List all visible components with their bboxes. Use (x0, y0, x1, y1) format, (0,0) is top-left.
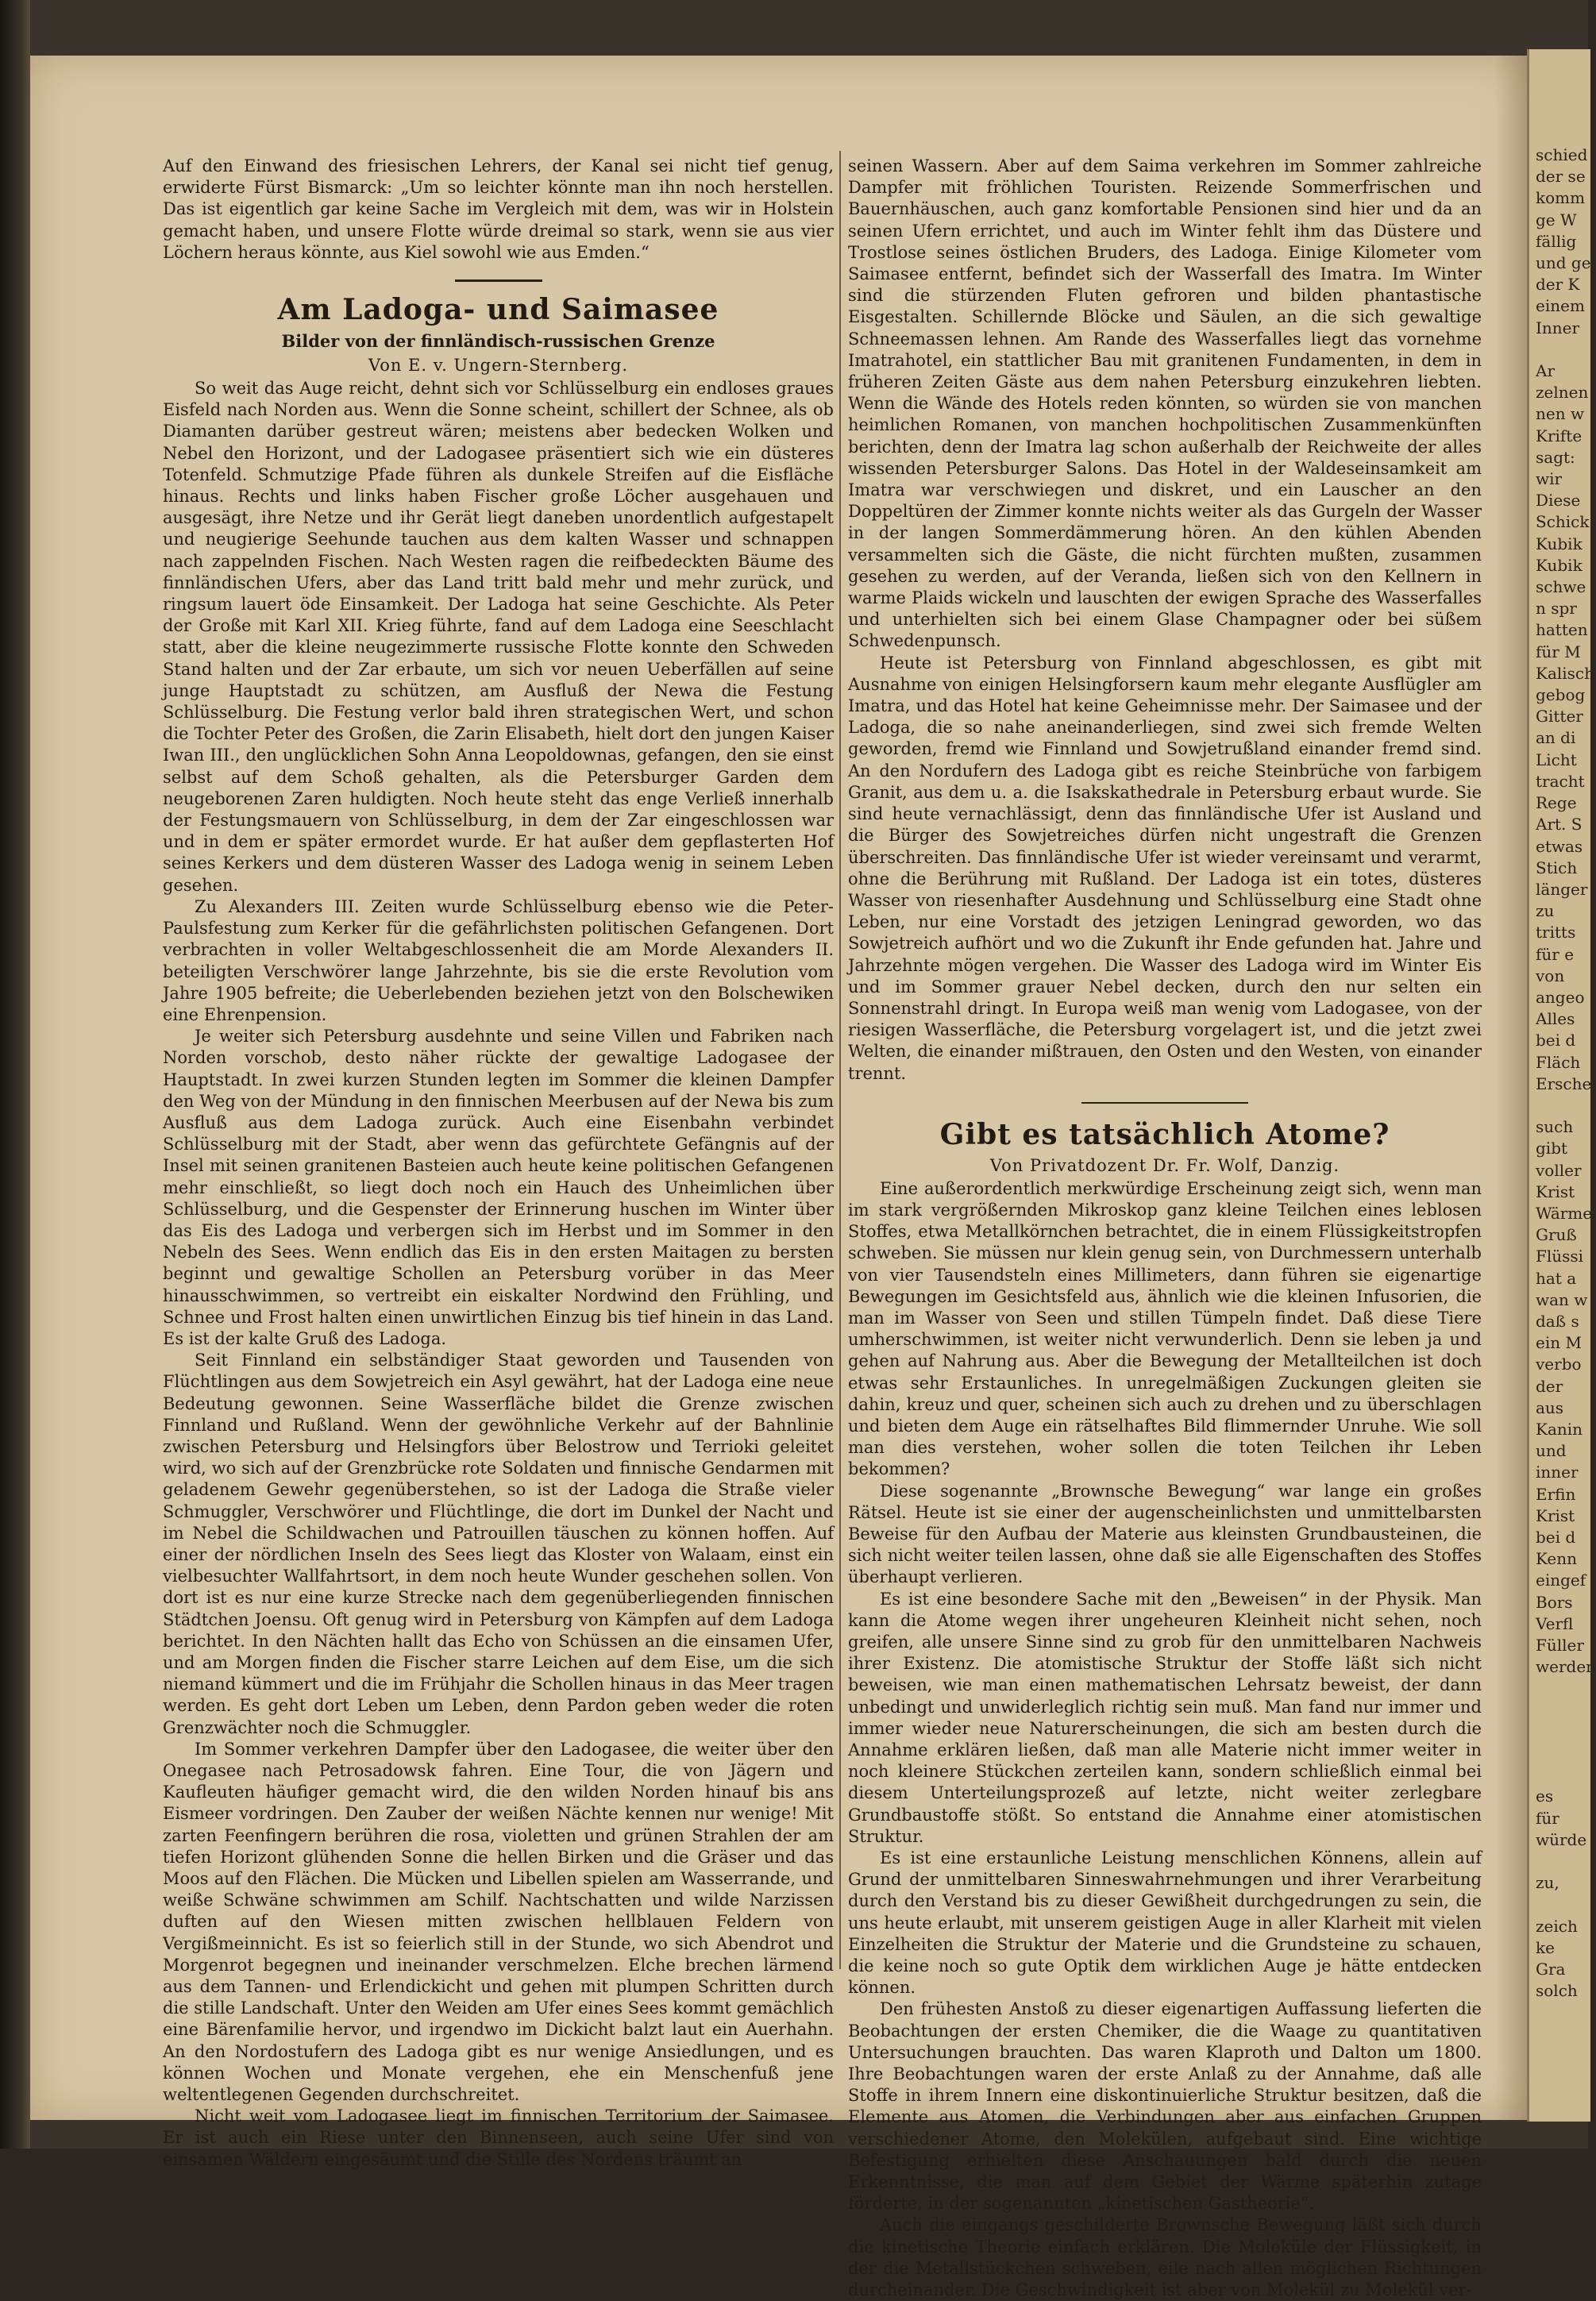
adjacent-page-fragment: zu (1536, 901, 1555, 921)
adjacent-page-fragment: Kubik (1536, 555, 1583, 575)
adjacent-page-fragment: einem (1536, 296, 1585, 316)
right-column (848, 156, 1482, 2301)
adjacent-page-fragment: wir (1536, 469, 1563, 489)
adjacent-page-fragment: Gitter (1536, 707, 1583, 727)
adjacent-page-fragment: daß s (1536, 1311, 1579, 1331)
adjacent-page-fragment: etwas (1536, 836, 1583, 856)
adjacent-page-fragment (1536, 1894, 1590, 1915)
adjacent-page-fragment: zeich (1536, 1916, 1578, 1936)
adjacent-page-fragment (1536, 1678, 1590, 1699)
adjacent-page-fragment: komm (1536, 188, 1586, 208)
adjacent-page-fragment: solch (1536, 1981, 1578, 2001)
adjacent-page-fragment: Stich (1536, 858, 1578, 877)
adjacent-page-fragment (1536, 1743, 1590, 1764)
article-title: Gibt es tatsächlich Atome? (939, 1117, 1390, 1151)
adjacent-page-fragment (1536, 1764, 1590, 1786)
adjacent-page-fragment (1536, 1721, 1590, 1743)
adjacent-page-fragment: der se (1536, 167, 1586, 187)
adjacent-page-fragment: Kanin (1536, 1419, 1583, 1439)
adjacent-page-fragment: und ge (1536, 253, 1591, 273)
adjacent-page-fragment: tracht (1536, 771, 1585, 791)
adjacent-page-fragment: hatten (1536, 620, 1588, 640)
intro-paragraph: Auf den Einwand des friesischen Lehrers, der Kanal sei nicht tief genug, erwiderte Fürst Bismarck: „Um so leichter könnte man ihn noch herstellen. Das ist eigentlich gar keine Sache im Vergleich mit dem, was wir in Holstein gemacht haben, und unsere Flotte würde dreimal so stark, wenn sie aus vier Löchern heraus könnte, aus Kiel sowohl wie aus Emden.“ (163, 156, 834, 262)
adjacent-page-fragment: schied (1536, 145, 1588, 164)
adjacent-page-fragment: voller (1536, 1160, 1582, 1180)
adjacent-page-fragment: gebog (1536, 685, 1586, 705)
article-continued-paragraph: seinen Wassern. Aber auf dem Saima verkehren im Sommer zahlreiche Dampfer mit fröhlichen Touristen. Reizende Sommerfrischen und Bauernhäuschen, auch ganz komfortable Pensionen sind hier und da an seinen Ufern errichtet, und auch im Winter fehlt ihm das Düstere und Trostlose seines östlichen Bruders, des Ladoga. Einige Kilometer vom Saimasee entfernt, befindet sich der Wasserfall des Imatra. Im Winter sind die stürzenden Fluten gefroren und bilden phantastische Eisgestalten. Schillernde Blöcke und Säulen, an die sich gewaltige Schneemassen lehnen. Am Rande des Wasserfalles liegt das vornehme Imatrahotel, ein stattlicher Bau mit granitenen Fundamenten, in dem in früheren Zeiten Gäste aus dem nahen Petersburg einzukehren liebten. Wenn die Wände des Hotels reden könnten, so würden sie von manchen heimlichen Romanen, von manchen hochpolitischen Zusammenkünften berichten, denn der Imatra lag schon außerhalb der Reichweite der alles wissenden Petersburger Salons. Das Hotel in der Waldeseinsamkeit am Imatra war verschwiegen und diskret, und ein Lauscher an den Doppeltüren der Zimmer konnte nichts weiter als das Gurgeln der Wasser in der langen Sommerdämmerung hören. An den kühlen Abenden versammelten sich die Gäste, die nicht fürchten mußten, zusammen gesehen zu werden, auf der Veranda, ließen sich von den Kellnern in warme Plaids wickeln und lauschten der ewigen Sprache des Wasserfalles und unterhielten sich bei einem Glase Champagner oder bei süßem Schwedenpunsch. (848, 156, 1482, 651)
adjacent-page-fragment: sagt: (1536, 447, 1575, 467)
adjacent-page-fragment: nen w (1536, 404, 1585, 424)
adjacent-page-fragment: eingef (1536, 1571, 1586, 1590)
adjacent-page-fragment: der (1536, 1376, 1563, 1396)
article-paragraph: Es ist eine besondere Sache mit den „Beweisen“ in der Physik. Man kann die Atome wegen ihrer ungeheuren Kleinheit nicht sehen, noch greifen, alle unsere Sinne sind zu grob für den unmittelbaren Nachweis ihrer Existenz. Die atomistische Struktur der Stoffe läßt sich nicht beweisen, wie man einen mathematischen Lehrsatz beweist, der dann unbedingt und unwiderleglich richtig sein muß. Man fand nur immer und immer wieder neue Naturerscheinungen, die sich am besten durch die Annahme erklären ließen, daß man alle Materie nicht immer weiter in noch kleinere Stückchen zerteilen kann, sondern schließlich einmal bei diesem Unterteilungsprozeß auf letzte, nicht weiter zerlegbare Grundbaustoffe stößt. So entstand die Annahme einer atomistischen Struktur. (848, 1589, 1482, 1846)
article-paragraph: Zu Alexanders III. Zeiten wurde Schlüsselburg ebenso wie die Peter-Paulsfestung zum Kerker für die gefährlichsten politischen Gefangenen. Dort verbrachten in voller Weltabgeschlossenheit die am Morde Alexanders II. beteiligten Verschwörer lange Jahrzehnte, bis sie die erste Revolution vom Jahre 1905 befreite; die Ueberlebenden beziehen jetzt von den Bolschewiken eine Ehrenpension. (163, 896, 834, 1024)
adjacent-page-fragment: an di (1536, 728, 1576, 748)
article-paragraph: Seit Finnland ein selbständiger Staat geworden und Tausenden von Flüchtlingen aus dem Sowjetreich ein Asyl gewährt, hat der Ladoga eine neue Bedeutung gewonnen. Seine Wasserfläche bildet die Grenze zwischen Finnland und Rußland. Wenn der gewöhnliche Verkehr auf der Bahnlinie zwischen Petersburg und Helsingfors über Belostrow und Terrioki geleitet wird, wo sich auf der Grenzbrücke rote Soldaten und finnische Gendarmen mit geladenem Gewehr gegenüberstehen, so ist der Ladoga die Straße vieler Schmuggler, Verschwörer und Flüchtlinge, die dort im Dunkel der Nacht und im Nebel die Schildwachen und Patrouillen täuschen zu können hoffen. Auf einer der nördlichen Inseln des Sees liegt das Kloster von Walaam, einst ein vielbesuchter Wallfahrtsort, in dem noch heute Wunder geschehen sollen. Von dort ist es nur eine kurze Strecke nach dem gegenüberliegenden finnischen Städtchen Joensu. Oft genug wird in Petersburg von Kämpfen auf dem Ladoga berichtet. In den Nächten hallt das Echo von Schüssen an die einsamen Ufer, und am Morgen finden die Fischer starre Leichen auf dem Eise, um die sich niemand kümmert und die im Frühjahr die Schollen hinaus in das Meer tragen werden. Es geht dort Leben um Leben, denn Pardon geben weder die roten Grenzwächter noch die Schmuggler. (163, 1351, 834, 1737)
adjacent-page-fragment: Krifte (1536, 426, 1583, 445)
adjacent-page-fragment: Bors (1536, 1592, 1573, 1612)
adjacent-page-fragment: Ar (1536, 361, 1556, 381)
adjacent-page-fragment: Fläch (1536, 1052, 1581, 1072)
adjacent-page-fragment: Art. S (1536, 815, 1583, 834)
adjacent-page-fragment: für (1536, 1808, 1559, 1828)
adjacent-page-fragment: Rege (1536, 793, 1577, 813)
adjacent-page-fragment: angeo (1536, 987, 1585, 1007)
adjacent-page-fragment: der K (1536, 275, 1580, 295)
article-separator (455, 279, 542, 282)
adjacent-page-fragment: Schick (1536, 512, 1590, 532)
adjacent-page-fragment: wan w (1536, 1289, 1588, 1309)
adjacent-page-fragment: bei d (1536, 1031, 1576, 1050)
adjacent-page-fragment: von (1536, 965, 1565, 985)
adjacent-page-fragment: Krist (1536, 1505, 1575, 1525)
adjacent-page-fragment: zelnen (1536, 383, 1589, 403)
adjacent-page-edge (1527, 49, 1596, 2122)
column-divider (839, 151, 841, 1969)
adjacent-page-fragment (1536, 1095, 1590, 1116)
article-subtitle: Bilder von der finnländisch-russischen Grenze (281, 331, 715, 352)
article-byline: Von E. v. Ungern-Sternberg. (368, 356, 629, 376)
adjacent-page-fragment: aus (1536, 1397, 1564, 1417)
adjacent-page-fragment: es (1536, 1786, 1554, 1806)
adjacent-page-fragment: werden (1536, 1657, 1596, 1677)
adjacent-page-fragment: Gra (1536, 1960, 1566, 1979)
article-paragraph: Es ist eine erstaunliche Leistung menschlichen Könnens, allein auf Grund der unmittelbaren Sinneswahrnehmungen und ihrer Verarbeitung durch den Verstand bis zu dieser Gewißheit durchgedrungen zu sein, die uns heute erlaubt, mit unserem geistigen Auge in aller Klarheit mit vielen Einzelheiten die Struktur der Materie und die Grundsteine zu schauen, die keine noch so gute Optik dem wirklichen Auge je hätte entdecken können. (848, 1848, 1482, 1998)
adjacent-page-fragment: und (1536, 1441, 1567, 1461)
adjacent-page-fragment: Flüssi (1536, 1247, 1584, 1266)
adjacent-page-fragment: Erfin (1536, 1484, 1576, 1504)
article-separator (1081, 1102, 1248, 1104)
article-continued-paragraph: Heute ist Petersburg von Finnland abgeschlossen, es gibt mit Ausnahme von einigen Helsingforsern kaum mehr elegante Ausflügler am Imatra, und das Hotel hat keine Geheimnisse mehr. Der Saimasee und der Ladoga, die so nahe aneinanderliegen, sind zwei sich fremde Welten geworden, fremd wie Finnland und Sowjetrußland einander fremd sind. An den Nordufern des Ladoga gibt es reiche Steinbrüche von farbigem Granit, aus dem u. a. die Isakskathedrale in Petersburg erbaut wurde. Sie sind heute vernachlässigt, denn das finnländische Ufer ist Ausland und die Bürger des Sowjetreiches dürfen nicht ungestraft die Grenzen überschreiten. Das finnländische Ufer ist wieder vereinsamt und verarmt, ohne die Berührung mit Rußland. Der Ladoga ist ein totes, düsteres Wasser von riesenhafter Ausdehnung und Schlüsselburg eine Stadt ohne Leben, nur eine Vorstadt des jetzigen Leningrad geworden, wo das Sowjetreich aufhört und wo die Zukunft ihr Ende gefunden hat. Jahre und Jahrzehnte mögen vergehen. Die Wasser des Ladoga wird im Winter Eis und im Sommer grauer Nebel decken, durch den nur selten ein Sonnenstrahl dringt. In Europa weiß man wenig vom Ladogasee, von der riesigen Wasserfläche, die Petersburg vorgelagert ist, und die jetzt zwei Welten, die einander mißtrauen, den Osten und den Westen, von einander trennt. (848, 653, 1482, 1083)
adjacent-page-fragment (1536, 1851, 1590, 1872)
book-binding (0, 0, 30, 2149)
adjacent-page-fragment: such (1536, 1117, 1574, 1137)
article-paragraph: Diese sogenannte „Brownsche Bewegung“ war lange ein großes Rätsel. Heute ist sie einer der augenscheinlichsten und unmittelbarsten Beweise für den Aufbau der Materie aus kleinsten Grundbausteinen, die sich nicht weiter teilen lassen, ohne daß sie alle Eigenschaften des Stoffes überhaupt verlieren. (848, 1481, 1482, 1587)
adjacent-page-fragment: tritts (1536, 923, 1576, 942)
adjacent-page-fragment: ein M (1536, 1333, 1582, 1353)
adjacent-page-fragment: Kenn (1536, 1549, 1578, 1569)
adjacent-page-fragment: Ersche (1536, 1073, 1592, 1093)
adjacent-page-fragment: hat a (1536, 1268, 1577, 1288)
adjacent-page-fragment: länger (1536, 879, 1588, 899)
article-paragraph: Auch die eingangs geschilderte Brownsche Bewegung läßt sich durch die kinetische Theorie einfach erklären. Die Moleküle der Flüssigkeit, in der die Metallstückchen schweben, eile nach allen möglichen Richtungen durcheinander. Die Geschwindigkeit ist aber von Molekül zu Molekül ver- (848, 2215, 1482, 2300)
article-title: Am Ladoga- und Saimasee (277, 293, 719, 327)
adjacent-page-fragment: bei d (1536, 1528, 1576, 1547)
article-paragraph: Den frühesten Anstoß zu dieser eigenartigen Auffassung lieferten die Beobachtungen der ersten Chemiker, die die Waage zu quantitativen Untersuchungen brauchten. Das waren Klaproth und Dalton um 1800. Ihre Beobachtungen waren der erste Anlaß zu der Annahme, daß alle Stoffe in ihrem Innern eine diskontinuierliche Struktur besitzen, daß die Elemente aus Atomen, die Verbindungen aber aus einfachen Gruppen verschiedener Atome, den Molekülen, aufgebaut sind. Eine wichtige Befestigung erhielten diese Anschauungen bald durch die neuen Erkenntnisse, die man auf dem Gebiet der Wärme späterhin zutage förderte, in der sogenannten „kinetischen Gastheorie“. (848, 1999, 1482, 2214)
adjacent-page-fragment: für e (1536, 944, 1575, 964)
page-curl-shadow (1495, 56, 1527, 2120)
adjacent-page-fragment: inner (1536, 1463, 1579, 1482)
adjacent-page-fragment: verbo (1536, 1355, 1582, 1374)
adjacent-page-text (1529, 49, 1596, 2002)
adjacent-page-fragment: Füller (1536, 1636, 1584, 1655)
adjacent-page-fragment: für M (1536, 642, 1581, 661)
adjacent-page-fragment: ke (1536, 1937, 1555, 1957)
article-paragraph: Im Sommer verkehren Dampfer über den Ladogasee, die weiter über den Onegasee nach Petrosadowsk fahren. Eine Tour, die von Jägern und Kaufleuten häufiger gemacht wird, die den wilden Norden hinauf bis ans Eismeer vordringen. Den Zauber der weißen Nächte kennen nur wenige! Mit zarten Feenfingern berühren die rosa, violetten und grünen Strahlen der am tiefen Horizont glühenden Sonne die hellen Birken und die Gräser und das Moos auf den Flächen. Die Mücken und Libellen spielen am Wasserrande, und weiße Schwäne schwimmen am Schilf. Nachtschatten und wilde Narzissen duften auf den Wiesen mitten zwischen hellblauen Feldern von Vergißmeinnicht. Es ist so feierlich still in der Stunde, wo sich Abendrot und Morgenrot begegnen und ineinander verschmelzen. Elche brechen lärmend aus dem Tannen- und Erlendickicht und gehen mit plumpen Schritten durch die stille Landschaft. Unter den Weiden am Ufer eines Sees kommt gemächlich eine Bärenfamilie hervor, und irgendwo im Dickicht balzt laut ein Auerhahn. An den Nordostufern des Ladoga gibt es nur wenige Ansiedlungen, und es können Wochen und Monate vergehen, ehe ein Menschenfuß jene weltentlegenen Gegenden durchschreitet. (163, 1739, 834, 2105)
adjacent-page-fragment: Licht (1536, 750, 1577, 769)
adjacent-page-fragment: Gruß (1536, 1225, 1577, 1245)
article-paragraph: Nicht weit vom Ladogasee liegt im finnischen Territorium der Saimasee. Er ist auch ein Riese unter den Binnenseen, auch seine Ufer sind von einsamen Wäldern eingesäumt und die Stille des Nordens träumt an (163, 2106, 834, 2169)
article-paragraph: Eine außerordentlich merkwürdige Erscheinung zeigt sich, wenn man im stark vergrößernden Mikroskop ganz kleine Teilchen eines leblosen Stoffes, etwa Metallkörnchen betrachtet, die in einem Flüssigkeitstropfen schweben. Sie müssen nur klein genug sein, von Durchmessern unterhalb von vier Tausendsteln eines Millimeters, dann führen sie eigenartige Bewegungen im Gesichtsfeld aus, ähnlich wie die kleinen Infusorien, die man im Wasser von Seen und stillen Tümpeln findet. Daß diese Tiere umherschwimmen, ist weiter nicht verwunderlich. Denn sie leben ja und gehen auf Nahrung aus. Aber die Bewegung der Metallteilchen ist doch etwas sehr Erstaunliches. In unregelmäßigen Zuckungen gleiten sie dahin, kreuz und quer, scheinen sich auch zu drehen und zu überschlagen und bieten dem Auge ein rätselhaftes Bild flimmernder Unruhe. Wie soll man dies verstehen, woher sollen die toten Teilchen ihr Leben bekommen? (848, 1178, 1482, 1479)
adjacent-page-fragment: Inner (1536, 318, 1580, 337)
adjacent-page-fragment: ge W (1536, 210, 1577, 229)
adjacent-page-fragment: zu, (1536, 1873, 1559, 1893)
adjacent-page-fragment (1536, 339, 1590, 360)
adjacent-page-fragment: n spr (1536, 599, 1577, 619)
adjacent-page-fragment: würde (1536, 1829, 1587, 1849)
adjacent-page-fragment: Kalisch (1536, 663, 1595, 683)
adjacent-page-fragment: Diese (1536, 491, 1581, 511)
adjacent-page-fragment (1536, 1700, 1590, 1721)
adjacent-page-fragment: Kubik (1536, 534, 1583, 553)
left-column (163, 156, 834, 2171)
article-paragraph: Je weiter sich Petersburg ausdehnte und seine Villen und Fabriken nach Norden vorschob, desto näher rückte der gewaltige Ladogasee der Hauptstadt. In zwei kurzen Stunden legten im Sommer die kleinen Dampfer den Weg von der Mündung in den finnischen Meerbusen auf der Newa bis zum Ausfluß aus dem Ladoga zurück. Auch eine Eisenbahn verbindet Schlüsselburg mit der Stadt, aber wenn das gefürchtete Gefängnis auf der Insel mit seinen granitenen Basteien auch heute keine politischen Gefangenen mehr einschließt, so liegt doch noch ein Hauch des Unheimlichen über Schlüsselburg, und die Gespenster der Erinnerung huschen im Winter über das Eis des Ladoga und verbergen sich im Herbst und im Sommer in den Nebeln des Sees. Wenn endlich das Eis in den ersten Maitagen zu bersten beginnt und gewaltige Schollen an Petersburg vorüber in das Meer hinausschwimmen, so vertreibt ein eiskalter Nordwind den Frühling, und Schnee und Frost halten einen unwirtlichen Einzug bis tief hinein in das Land. Es ist der kalte Gruß des Ladoga. (163, 1027, 834, 1348)
adjacent-page-fragment: Krist (1536, 1181, 1575, 1201)
article-byline: Von Privatdozent Dr. Fr. Wolf, Danzig. (989, 1155, 1340, 1175)
article-paragraph: So weit das Auge reicht, dehnt sich vor Schlüsselburg ein endloses graues Eisfeld nach Norden aus. Wenn die Sonne scheint, schillert der Schnee, als ob Diamanten darüber gestreut wären; meistens aber bedecken Wolken und Nebel den Horizont, und der Ladogasee präsentiert sich wie ein düsteres Totenfeld. Schmutzige Pfade führen als dunkele Streifen auf die Eisfläche hinaus. Rechts und links haben Fischer große Löcher ausgehauen und ausgesägt, ihre Netze und ihr Gerät liegt daneben unordentlich aufgestapelt und neugierige Seehunde tauchen aus dem kalten Wasser und schnappen nach zappelnden Fischen. Nach Westen ragen die reifbedeckten Bäume des finnländischen Ufers, aber das Land tritt bald mehr und mehr zurück, und ringsum lauert öde Einsamkeit. Der Ladoga hat seine Geschichte. Als Peter der Große mit Karl XII. Krieg führte, fand auf dem Ladoga eine Seeschlacht statt, aber die kleine neugezimmerte russische Flotte konnte den Schweden Stand halten und der Zar erbaute, um sich vor neuen Ueberfällen auf seine junge Hauptstadt zu schützen, am Ausfluß der Newa die Festung Schlüsselburg. Die Festung verlor bald ihren strategischen Wert, und schon die Tochter Peter des Großen, die Zarin Elisabeth, hielt dort den jungen Kaiser Iwan III., den unglücklichen Sohn Anna Leopoldownas, gefangen, den sie einst selbst auf dem Schoß gehalten, als die Petersburger Garden dem neugeborenen Zaren huldigten. Noch heute steht das enge Verließ innerhalb der Festungsmauern von Schlüsselburg, in dem der Zar eingeschlossen war und in dem er später ermordet wurde. Er hat außer dem gepflasterten Hof seines Kerkers und dem düsteren Wasser des Ladoga wenig in seinem Leben gesehen. (163, 379, 834, 895)
adjacent-page-fragment: gibt (1536, 1139, 1568, 1158)
adjacent-page-fragment: Wärme (1536, 1203, 1593, 1223)
adjacent-page-fragment: fällig (1536, 231, 1577, 251)
adjacent-page-fragment: Alles (1536, 1009, 1575, 1029)
adjacent-page-fragment: schwe (1536, 577, 1586, 597)
adjacent-page-fragment: Verfl (1536, 1613, 1574, 1633)
